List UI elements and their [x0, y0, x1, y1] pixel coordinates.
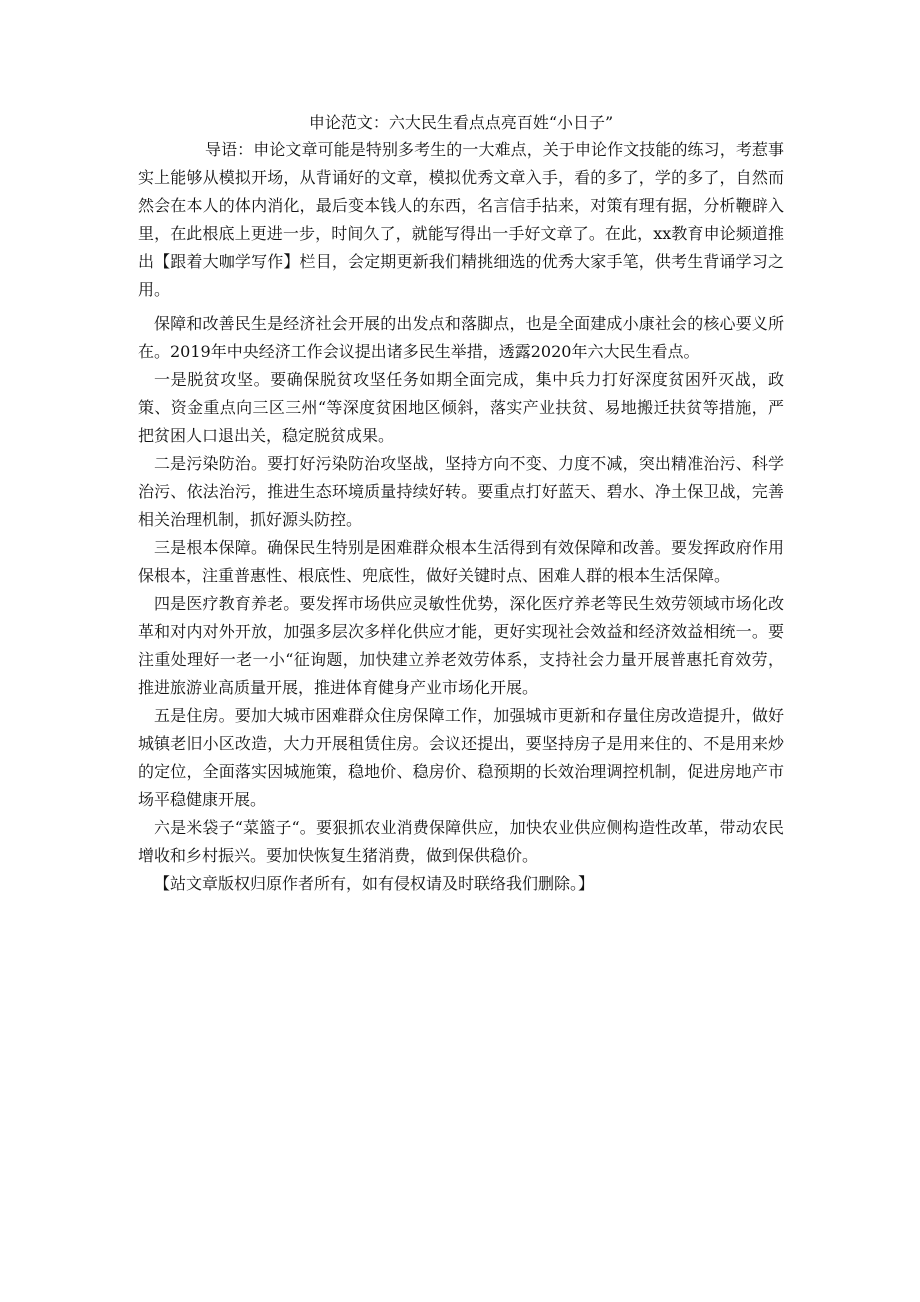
document-title: 申论范文：六大民生看点点亮百姓“小日子”: [308, 113, 614, 132]
body-paragraph-2: 一是脱贫攻坚。要确保脱贫攻坚任务如期全面完成，集中兵力打好深度贫困歼灭战，政策、资金重点向三区三州“等深度贫困地区倾斜，落实产业扶贫、易地搬迁扶贫等措施，严把贫困人口退出关，稳定脱贫成果。: [138, 370, 784, 445]
body-paragraph-5: 四是医疗教育养老。要发挥市场供应灵敏性优势，深化医疗养老等民生效劳领域市场化改革和对内对外开放，加强多层次多样化供应才能，更好实现社会效益和经济效益相统一。要注重处理好一老一小“征询题，加快建立养老效劳体系，支持社会力量开展普惠托育效劳，推进旅游业高质量开展，推进体育健身产业市场化开展。: [138, 594, 784, 697]
body-paragraph-1: 保障和改善民生是经济社会开展的出发点和落脚点，也是全面建成小康社会的核心要义所在。2019年中央经济工作会议提出诸多民生举措，透露2020年六大民生看点。: [138, 314, 784, 361]
body-paragraph-7: 六是米袋子“菜篮子“。要狠抓农业消费保障供应，加快农业供应侧构造性改革，带动农民增收和乡村振兴。要加快恢复生猪消费，做到保供稳价。: [138, 818, 784, 865]
document-page: [138, 110, 784, 898]
body-paragraph-6: 五是住房。要加大城市困难群众住房保障工作，加强城市更新和存量住房改造提升，做好城镇老旧小区改造，大力开展租赁住房。会议还提出，要坚持房子是用来住的、不是用来炒的定位，全面落实因城施策，稳地价、稳房价、稳预期的长效治理调控机制，促进房地产市场平稳健康开展。: [138, 706, 784, 809]
body-paragraph-4: 三是根本保障。确保民生特别是困难群众根本生活得到有效保障和改善。要发挥政府作用保根本，注重普惠性、根底性、兜底性，做好关键时点、困难人群的根本生活保障。: [138, 538, 784, 585]
copyright-notice: 【站文章版权归原作者所有，如有侵权请及时联络我们删除。】: [154, 874, 595, 893]
intro-paragraph: 导语：申论文章可能是特别多考生的一大难点，关于申论作文技能的练习，考惹事实上能够从模拟开场，从背诵好的文章，模拟优秀文章入手，看的多了，学的多了，自然而然会在本人的体内消化，最后变本钱人的东西，名言信手拈来，对策有理有据，分析鞭辟入里，在此根底上更进一步，时间久了，就能写得出一手好文章了。在此，xx教育申论频道推出【跟着大咖学写作】栏目，会定期更新我们精挑细选的优秀大家手笔，供考生背诵学习之用。: [138, 140, 784, 299]
body-paragraph-3: 二是污染防治。要打好污染防治攻坚战，坚持方向不变、力度不减，突出精准治污、科学治污、依法治污，推进生态环境质量持续好转。要重点打好蓝天、碧水、净土保卫战，完善相关治理机制，抓好源头防控。: [138, 454, 784, 529]
